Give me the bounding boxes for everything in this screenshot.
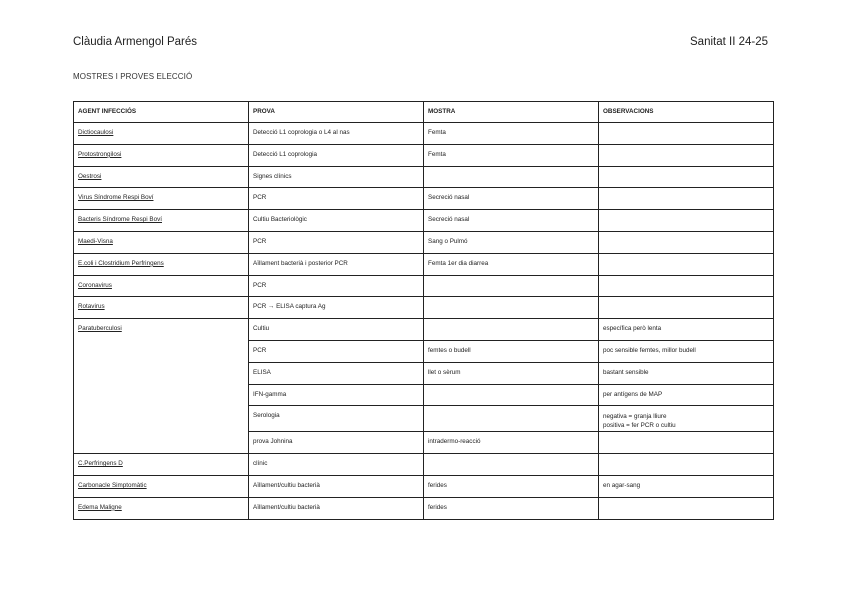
prova-cell: Cultiu — [249, 319, 424, 341]
mostra-cell: femtes o budell — [424, 340, 599, 362]
obs-cell: per antígens de MAP — [599, 384, 774, 406]
table-row — [74, 231, 774, 253]
header-mostra: MOSTRA — [424, 102, 599, 123]
mostra-cell: Femta — [424, 123, 599, 145]
agent-name: Coronavirus — [78, 281, 112, 289]
table-row — [74, 475, 774, 497]
table-row — [74, 144, 774, 166]
table-row — [74, 123, 774, 145]
agent-name: C.Perfringens D — [78, 460, 123, 468]
obs-cell: específica però lenta — [599, 319, 774, 341]
prova-cell: Aïllament/cultiu bacterià — [249, 497, 424, 519]
mostra-cell: Sang o Pulmó — [424, 231, 599, 253]
obs-cell — [599, 253, 774, 275]
obs-cell — [599, 231, 774, 253]
agent-name: Maedi-Visna — [78, 237, 113, 245]
obs-cell: bastant sensible — [599, 362, 774, 384]
prova-cell: IFN-gamma — [249, 384, 424, 406]
prova-cell: ELISA — [249, 362, 424, 384]
obs-cell — [599, 123, 774, 145]
agent-name: Oestrosi — [78, 172, 102, 180]
agent-name: Dictiocaulosi — [78, 129, 114, 136]
prova-cell: Detecció L1 coprologia — [249, 144, 424, 166]
mostra-cell: Secreció nasal — [424, 188, 599, 210]
mostra-cell — [424, 275, 599, 297]
agent-name: Paratuberculosi — [78, 325, 122, 333]
section-title: MOSTRES I PROVES ELECCIÓ — [73, 72, 193, 81]
table-row — [74, 297, 774, 319]
obs-cell: en agar-sang — [599, 475, 774, 497]
prova-cell: Aïllament bacterià i posterior PCR — [249, 253, 424, 275]
table-header-row — [74, 102, 774, 123]
mostra-cell: llet o sèrum — [424, 362, 599, 384]
mostra-cell — [424, 406, 599, 432]
prova-cell: PCR — [249, 188, 424, 210]
mostra-cell — [424, 384, 599, 406]
table-row — [74, 166, 774, 188]
prova-cell: Serologia — [249, 406, 424, 432]
agent-name: Rotavirus — [78, 303, 105, 311]
table-row — [74, 497, 774, 519]
prova-cell: PCR — [249, 275, 424, 297]
header-prova: PROVA — [249, 102, 424, 123]
obs-cell — [599, 497, 774, 519]
obs-cell — [599, 166, 774, 188]
mostra-cell — [424, 454, 599, 476]
agent-name: Protostrongilosi — [78, 150, 122, 158]
table-row — [74, 188, 774, 210]
mostra-cell: intradermo-reacció — [424, 432, 599, 454]
table-row — [74, 253, 774, 275]
obs-cell: poc sensible femtes, millor budell — [599, 340, 774, 362]
agent-name: Edema Maligne — [78, 503, 122, 511]
obs-cell — [599, 297, 774, 319]
prova-cell: PCR → ELISA captura Ag — [249, 297, 424, 319]
mostra-cell: Femta — [424, 144, 599, 166]
obs-cell — [599, 144, 774, 166]
obs-cell — [599, 210, 774, 232]
prova-cell: PCR — [249, 340, 424, 362]
samples-table — [73, 101, 774, 520]
prova-cell: PCR — [249, 231, 424, 253]
prova-cell: prova Johnina — [249, 432, 424, 454]
mostra-cell — [424, 166, 599, 188]
obs-cell: negativa = granja lliure positiva = fer PCR o cultiu — [599, 406, 774, 432]
table-row — [74, 210, 774, 232]
prova-cell: Signes clínics — [249, 166, 424, 188]
table-row — [74, 454, 774, 476]
mostra-cell — [424, 297, 599, 319]
mostra-cell: ferides — [424, 475, 599, 497]
table-row — [74, 275, 774, 297]
mostra-cell: ferides — [424, 497, 599, 519]
obs-cell — [599, 275, 774, 297]
prova-cell: Aïllament/cultiu bacterià — [249, 475, 424, 497]
author-name: Clàudia Armengol Parés — [73, 36, 198, 48]
header-agent: AGENT INFECCIÓS — [74, 102, 249, 123]
table-row — [74, 319, 774, 341]
prova-cell: clínic — [249, 454, 424, 476]
agent-name: Virus Síndrome Respi Boví — [78, 194, 154, 202]
mostra-cell: Secreció nasal — [424, 210, 599, 232]
agent-name: E.coli i Clostridium Perfringens — [78, 259, 164, 267]
course-label: Sanitat II 24-25 — [690, 36, 768, 48]
prova-cell: Cultiu Bacteriològic — [249, 210, 424, 232]
obs-cell — [599, 454, 774, 476]
obs-cell — [599, 432, 774, 454]
header-observacions: OBSERVACIONS — [599, 102, 774, 123]
obs-cell — [599, 188, 774, 210]
agent-name: Bacteris Síndrome Respi Boví — [78, 216, 162, 224]
mostra-cell: Femta 1er dia diarrea — [424, 253, 599, 275]
mostra-cell — [424, 319, 599, 341]
prova-cell: Detecció L1 coprologia o L4 al nas — [249, 123, 424, 145]
agent-name: Carbonacle Simptomàtic — [78, 481, 147, 489]
